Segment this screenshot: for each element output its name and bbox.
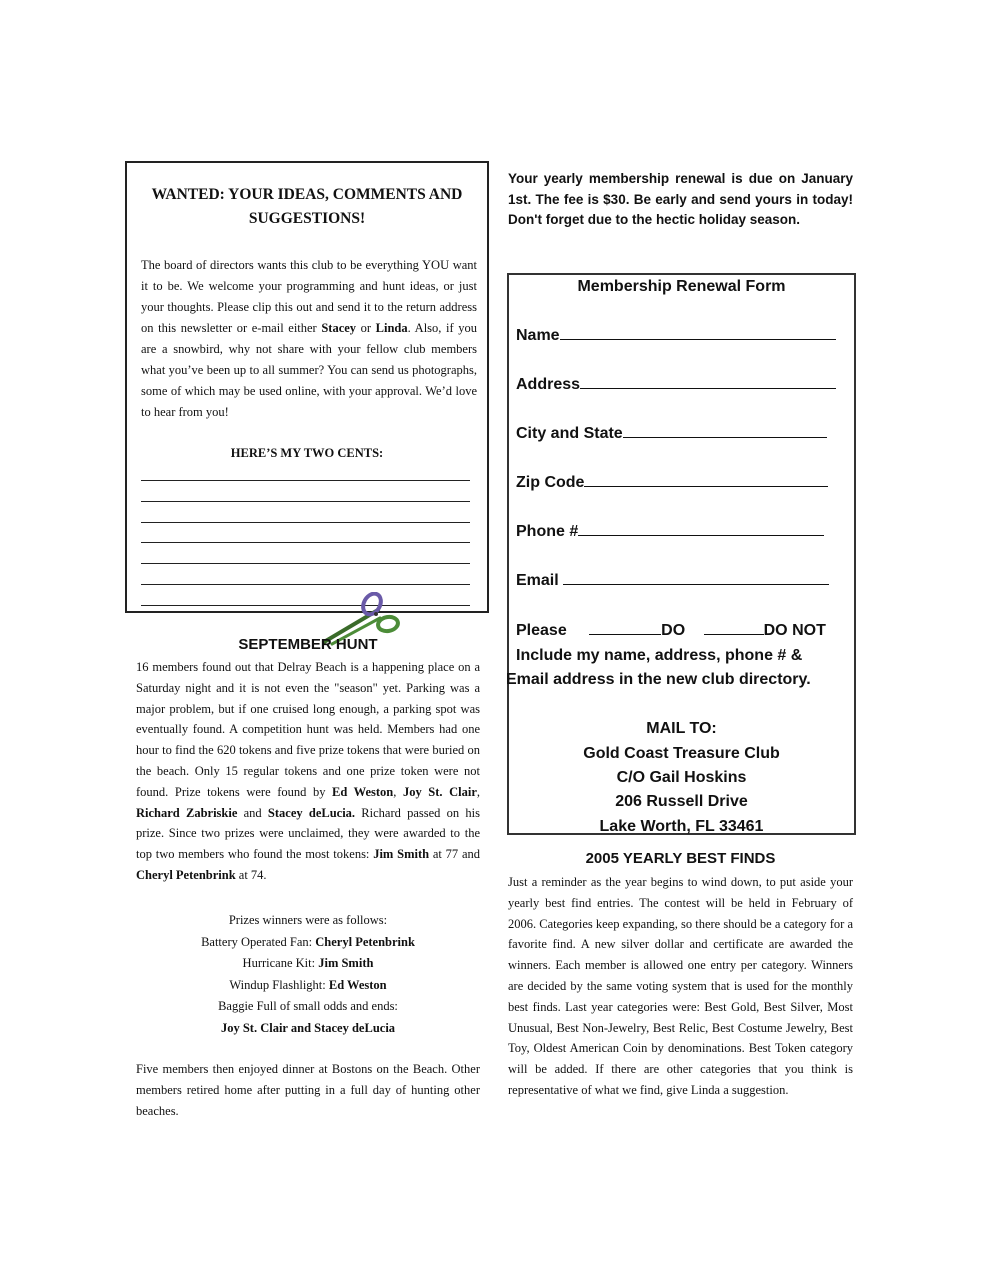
email-label: Email <box>516 572 564 589</box>
dinner-paragraph: Five members then enjoyed dinner at Bostons on the Beach. Other members retired home after putting in a full day of hunting other beaches. <box>136 1062 480 1118</box>
prize-winners-list <box>136 910 480 1040</box>
prize-row <box>136 953 480 975</box>
separator: , <box>476 784 480 799</box>
form-title: Membership Renewal Form <box>577 278 786 295</box>
renewal-notice: Your yearly membership renewal is due on January 1st. The fee is $30. Be early and send yours in today! Don't forget due to the hectic holiday season. <box>508 171 853 228</box>
mail-address-line4: Lake Worth, FL 33461 <box>599 818 764 835</box>
prize-row <box>136 932 480 954</box>
separator: and <box>237 805 268 820</box>
prizes-intro: Prizes winners were as follows: <box>228 913 388 927</box>
ideas-title-line2: SUGGESTIONS! <box>248 210 366 227</box>
hunt-text-3: at 77 and <box>429 847 480 862</box>
phone-label: Phone # <box>516 523 579 540</box>
directory-line: Email address in the new club directory. <box>506 671 811 688</box>
finder-name: Stacey deLucia. <box>267 805 356 820</box>
phone-field[interactable] <box>516 520 824 544</box>
finder-name: Joy St. Clair <box>402 784 477 799</box>
name-label: Name <box>516 327 560 344</box>
hunt-text-1: 16 members found out that Delray Beach is a happening place on a Saturday night and it is not even the "season" yet. Parking was a major problem, but if one cruised long enough, a parking spot was eventually found. A competition hunt was held. Members had one hour to find the 620 tokens and five prize tokens that were buried on the beach. Only 15 regular tokens and one prize token were not found. Prize tokens were found by <box>136 660 480 799</box>
mail-address-line1: Gold Coast Treasure Club <box>583 745 780 762</box>
zip-field[interactable] <box>516 471 828 495</box>
prize-winner: Jim Smith <box>318 956 374 971</box>
do-not-label: DO NOT <box>763 622 826 639</box>
write-in-line <box>141 480 470 481</box>
prize-label: Windup Flashlight: <box>229 977 329 992</box>
do-blank[interactable] <box>589 620 661 635</box>
prize-winner: Cheryl Petenbrink <box>315 934 415 949</box>
write-in-line <box>141 605 470 606</box>
best-finds-heading: 2005 YEARLY BEST FINDS <box>585 850 776 867</box>
city-state-blank[interactable] <box>623 423 827 438</box>
ideas-text-1: The board of directors wants this club to be everything YOU want it to be. We welcome your programming and hunt ideas, or just your thoughts. Please clip this out and send it to the return address on this newsletter or e-mail either <box>141 258 477 335</box>
do-not-blank[interactable] <box>704 620 764 635</box>
ideas-box-title <box>127 183 487 231</box>
city-state-label: City and State <box>516 425 623 442</box>
ideas-text-3: . Also, if you are a snowbird, why not share with your fellow club members what you’ve been up to all summer? You can send us photographs, some of which may be used online, with your approval. We’d love to hear from you! <box>141 321 477 419</box>
contact-name-stacey: Stacey <box>321 321 357 335</box>
mail-address-line3: 206 Russell Drive <box>615 793 748 810</box>
write-in-line <box>141 584 470 585</box>
city-state-field[interactable] <box>516 422 827 446</box>
write-in-line <box>141 522 470 523</box>
finder-name: Ed Weston <box>332 784 394 799</box>
mail-to-label: MAIL TO: <box>646 720 717 737</box>
address-field[interactable] <box>516 373 836 397</box>
name-blank[interactable] <box>560 325 836 340</box>
include-line: Include my name, address, phone # & <box>516 647 803 664</box>
do-label: DO <box>661 622 686 639</box>
write-in-line <box>141 501 470 502</box>
ideas-title-line1: WANTED: YOUR IDEAS, COMMENTS AND <box>151 186 463 203</box>
two-cents-label: HERE’S MY TWO CENTS: <box>230 446 384 460</box>
finder-name: Richard Zabriskie <box>136 805 238 820</box>
ideas-text-2: or <box>356 321 376 335</box>
prize-row <box>136 975 480 997</box>
address-label: Address <box>516 376 581 393</box>
separator: , <box>393 784 403 799</box>
prize-label: Hurricane Kit: <box>242 956 319 971</box>
write-in-line <box>141 542 470 543</box>
email-field[interactable] <box>516 569 829 593</box>
directory-consent-row <box>516 619 826 643</box>
baggie-prize-winners: Joy St. Clair and Stacey deLucia <box>220 1020 396 1035</box>
baggie-prize-label: Baggie Full of small odds and ends: <box>218 999 398 1014</box>
contact-name-linda: Linda <box>375 321 408 335</box>
zip-blank[interactable] <box>584 472 828 487</box>
please-label: Please <box>516 622 567 639</box>
name-field[interactable] <box>516 324 836 348</box>
top-finder-name: Cheryl Petenbrink <box>136 867 236 882</box>
phone-blank[interactable] <box>578 521 824 536</box>
ideas-clip-out-box <box>125 161 489 613</box>
prize-winner: Ed Weston <box>328 977 387 992</box>
zip-label: Zip Code <box>516 474 585 491</box>
hunt-text-2: Richard passed on his prize. Since two prizes were unclaimed, they were awarded to the top two members who found the most tokens: <box>136 805 480 862</box>
september-hunt-body <box>136 657 480 886</box>
best-finds-body: Just a reminder as the year begins to wind down, to put aside your yearly best find entries. The contest will be held in February of 2006. Categories keep expanding, so there should be a category for a favorite find. A new silver dollar and certificate are awarded the winners. Each member is allowed one entry per category. Winners are decided by the same voting system that is used for the monthly best finds. Last year categories were: Best Gold, Best Silver, Most Unusual, Best Non-Jewelry, Best Relic, Best Costume Jewelry, Best Toy, Oldest American Coin by denominations. Best Token category will be added. If there are other categories that you think is representative of what we find, give Linda a suggestion. <box>508 875 853 1097</box>
top-finder-name: Jim Smith <box>373 847 430 862</box>
hunt-text-4: at 74. <box>235 867 267 882</box>
email-blank[interactable] <box>563 570 829 585</box>
september-hunt-heading: SEPTEMBER HUNT <box>238 636 378 653</box>
ideas-box-body <box>141 255 477 423</box>
write-in-line <box>141 563 470 564</box>
prize-label: Battery Operated Fan: <box>201 934 316 949</box>
mail-address-line2: C/O Gail Hoskins <box>616 769 747 786</box>
address-blank[interactable] <box>580 374 836 389</box>
